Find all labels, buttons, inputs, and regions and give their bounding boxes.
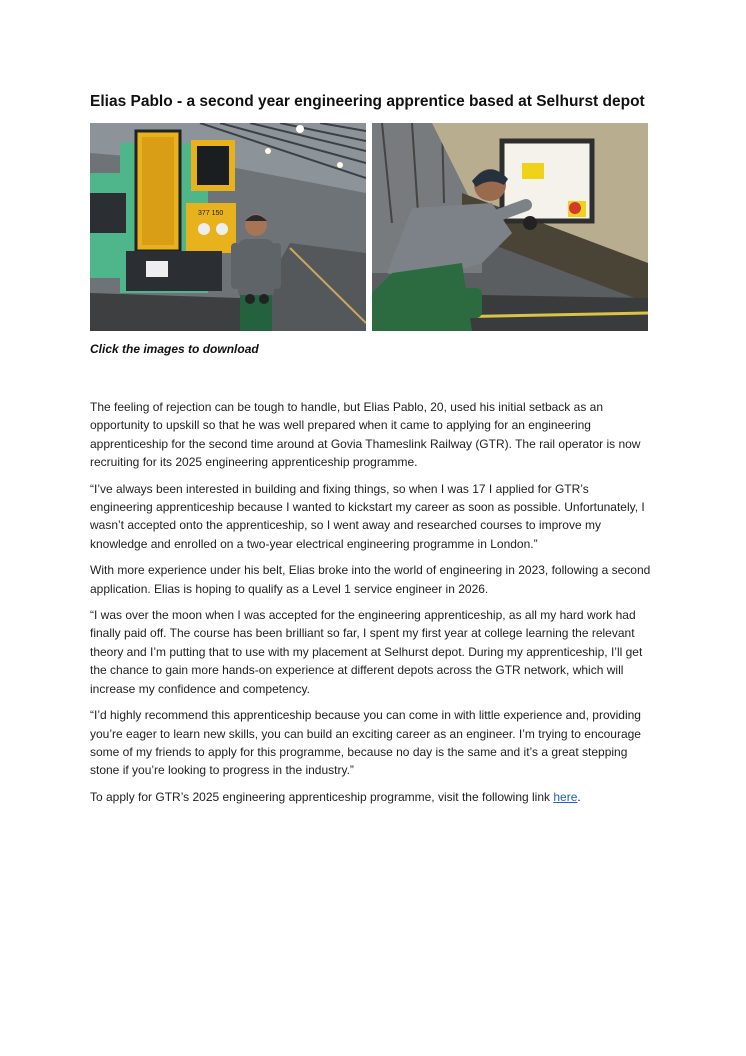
working-under-train-illustration [372, 123, 648, 331]
paragraph: With more experience under his belt, Elias broke into the world of engineering in 2023, following a second application. Elias is hoping to qualify as a Level 1 service engineer in 2026. [90, 563, 651, 596]
article [90, 92, 651, 804]
paragraph: “I’ve always been interested in building and fixing things, so when I was 17 I applied for GTR’s engineering apprenticeship because I wanted to kickstart my career as soon as possible. Unfortunately, I wasn’t accepted onto the apprenticeship, so I went away and researched courses to improve my knowledge and enrolled on a two-year electrical engineering programme in London.” [90, 481, 645, 551]
apply-text: To apply for GTR’s 2025 engineering apprenticeship programme, visit the following link [90, 789, 554, 804]
paragraph: The feeling of rejection can be tough to handle, but Elias Pablo, 20, used his initial setback as an opportunity to upskill so that he was well prepared when it came to applying for an engineering apprenticeship for the second time around at Govia Thameslink Railway (GTR). The rail operator is now recruiting for its 2025 engineering apprenticeship programme. [90, 400, 641, 470]
depot-train-illustration [90, 123, 366, 331]
photo-apprentice-working[interactable] [372, 123, 648, 331]
article-body [90, 398, 652, 814]
apply-here-link[interactable]: here [553, 789, 578, 804]
apply-paragraph [90, 788, 652, 806]
train-number-label: 377 150 [198, 210, 224, 217]
paragraph: “I was over the moon when I was accepted for the engineering apprenticeship, as all my hard work had finally paid off. The course has been brilliant so far, I spent my first year at college learning the relevant theory and I’m putting that to use with my placement at Selhurst depot. During my apprenticeship, I’ll get the chance to gain more hands-on experience at different depots across the GTR network, which will increase my confidence and competency. [90, 608, 643, 696]
article-title: Elias Pablo - a second year engineering apprentice based at Selhurst depot [90, 93, 645, 110]
photo-apprentice-by-train[interactable] [90, 123, 366, 331]
photo-gallery [90, 123, 650, 331]
image-caption: Click the images to download [90, 342, 259, 356]
apply-trailing: . [577, 789, 581, 804]
paragraph: “I’d highly recommend this apprenticeship because you can come in with little experience and, providing you’re eager to learn new skills, you can build an exciting career as an engineer. I’m trying to encourage some of my friends to apply for this programme, because no day is the same and it’s a great stepping stone if you’re looking to progress in the industry.” [90, 708, 641, 778]
